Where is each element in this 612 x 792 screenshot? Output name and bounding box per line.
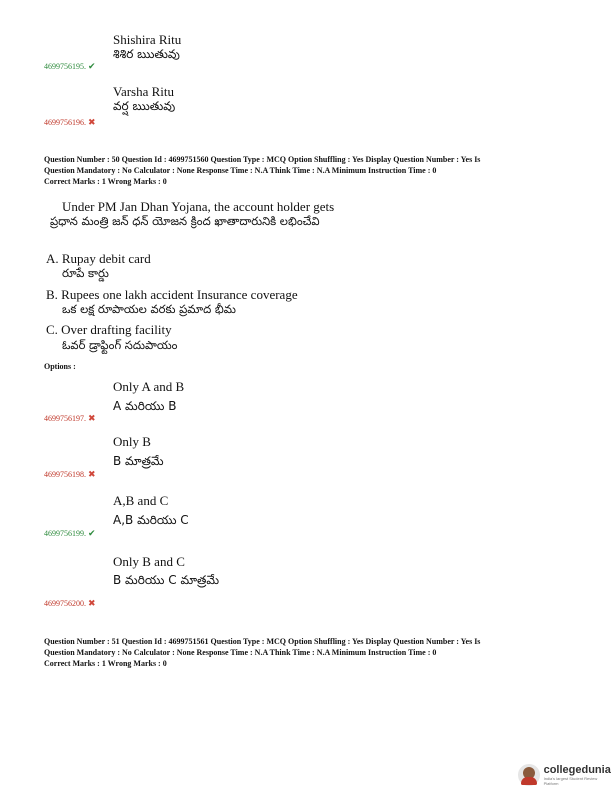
option-id-row (44, 464, 96, 482)
meta-line: Question Mandatory : No Calculator : None Response Time : N.A Think Time : N.A Minimum Instruction Time : 0 (44, 166, 437, 175)
option-text-te: A,B మరియు C (113, 513, 189, 527)
wrong-cross-icon: ✖ (88, 599, 96, 609)
option-text-en: A,B and C (113, 493, 169, 508)
options-label: Options : (44, 362, 76, 371)
option-id-row (44, 523, 96, 541)
meta-line: Correct Marks : 1 Wrong Marks : 0 (44, 177, 167, 186)
logo-tagline: India's largest Student Review Platform (543, 776, 598, 786)
meta-line: Question Number : 51 Question Id : 4699751561 Question Type : MCQ Option Shuffling : Yes Display Question Number : Yes Is (44, 637, 481, 646)
statement-b-en: B. Rupees one lakh accident Insurance coverage (46, 287, 298, 302)
option-id-row (44, 56, 96, 74)
statement-a-te: రూపే కార్డు (62, 266, 109, 280)
statement-b-te: ఒక లక్ష రూపాయల వరకు ప్రమాద భీమ (62, 302, 236, 316)
collegedunia-logo (518, 764, 612, 786)
correct-check-icon: ✔ (88, 62, 96, 72)
question-meta (44, 636, 584, 669)
option-text-te: B మాత్రమే (113, 454, 164, 468)
option-id: 4699756196. (44, 118, 86, 127)
wrong-cross-icon: ✖ (88, 414, 96, 424)
option-id: 4699756199. (44, 529, 86, 538)
statement-c-en: C. Over drafting facility (46, 322, 172, 337)
question-text-en: Under PM Jan Dhan Yojana, the account holder gets (62, 199, 335, 214)
meta-line: Correct Marks : 1 Wrong Marks : 0 (44, 659, 167, 668)
question-meta (44, 154, 584, 187)
option-id: 4699756198. (44, 470, 86, 479)
option-text-en: Shishira Ritu (113, 32, 182, 47)
wrong-cross-icon: ✖ (88, 118, 96, 128)
question-text-te: ప్రధాన మంత్రి జన్ ధన్ యోజన క్రింద ఖాతాదారునికి లభించేవి (50, 214, 320, 228)
option-id-row (44, 408, 96, 426)
option-id-row (44, 593, 96, 611)
option-text-en: Only B (113, 434, 151, 449)
logo-name: collegedunia (543, 764, 611, 776)
option-id: 4699756195. (44, 62, 86, 71)
wrong-cross-icon: ✖ (88, 470, 96, 480)
option-text-te: B మరియు C మాత్రమే (113, 573, 220, 587)
option-text-en: Varsha Ritu (113, 84, 175, 99)
option-id: 4699756200. (44, 599, 86, 608)
meta-line: Question Mandatory : No Calculator : None Response Time : N.A Think Time : N.A Minimum Instruction Time : 0 (44, 648, 437, 657)
statement-a-en: A. Rupay debit card (46, 251, 151, 266)
option-text-te: A మరియు B (113, 399, 177, 413)
option-text-te: శిశిర ఋతువు (113, 47, 180, 61)
option-text-te: వర్ష ఋతువు (113, 99, 176, 113)
option-id-row (44, 112, 96, 130)
option-id: 4699756197. (44, 414, 86, 423)
correct-check-icon: ✔ (88, 529, 96, 539)
statement-c-te: ఓవర్ డ్రాఫ్టింగ్ సదుపాయం (62, 338, 178, 352)
avatar-logo-icon (518, 764, 540, 786)
meta-line: Question Number : 50 Question Id : 4699751560 Question Type : MCQ Option Shuffling : Yes Display Question Number : Yes Is (44, 155, 481, 164)
option-text-en: Only A and B (113, 379, 185, 394)
option-text-en: Only B and C (113, 554, 185, 569)
